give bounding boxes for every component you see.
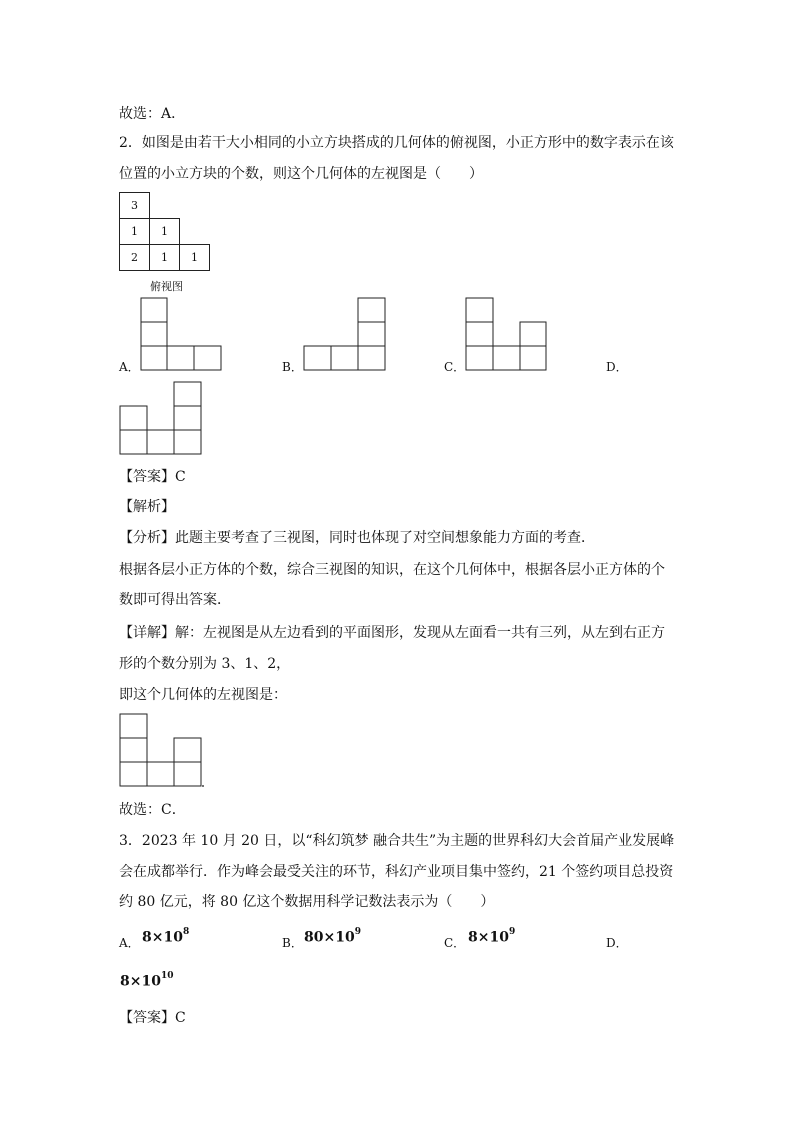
top-view-cell: 1 [150,245,180,271]
detail-line-3: 即这个几何体的左视图是： [119,687,287,703]
q3-option-c-expr [468,929,515,946]
answer-line-q2: 【答案】C [119,469,186,485]
q3-option-d-label: D． [606,936,628,950]
top-view-cell: 1 [120,219,150,245]
option-d-label: D． [606,360,628,374]
detail-line-2: 形的个数分别为 3、1、2， [119,656,291,672]
q3-option-b-exponent: 9 [354,927,361,937]
analysis-line-2: 根据各层小正方体的个数，综合三视图的知识，在这个几何体中，根据各层小正方体的个 [119,562,665,578]
question-2-line-2: 位置的小立方块的个数，则这个几何体的左视图是（ ） [119,166,483,182]
question-3-line-3: 约 80 亿元，将 80 亿这个数据用科学记数法表示为（ ） [119,894,495,910]
left-view-figure [120,714,204,788]
q3-option-b-expr [304,929,361,946]
choose-c-line: 故选：C． [119,802,186,818]
top-view-cell: 2 [120,245,150,271]
q3-option-d-base: 8×10 [120,973,161,990]
option-a-figure [141,298,223,372]
option-c-label: C． [444,360,466,374]
option-c-figure [466,298,548,372]
analysis-line-3: 数即可得出答案． [119,592,231,608]
question-2-line-1: 2．如图是由若干大小相同的小立方块搭成的几何体的俯视图，小正方形中的数字表示在该 [119,135,674,151]
analysis-heading: 【解析】 [119,499,175,515]
previous-answer-line: 故选：A． [119,106,186,122]
q3-option-b-base: 80×10 [304,929,355,946]
option-a-label: A． [119,360,140,374]
q3-option-c-base: 8×10 [468,929,509,946]
top-view-cell-empty [180,193,210,219]
q3-option-a-label: A． [119,936,140,950]
q3-option-a-expr [142,929,189,946]
analysis-line-1: 【分析】此题主要考查了三视图，同时也体现了对空间想象能力方面的考查． [119,530,595,546]
q3-option-c-exponent: 9 [508,927,516,937]
top-view-cell: 1 [180,245,210,271]
detail-line-1: 【详解】解：左视图是从左边看到的平面图形，发现从左面看一共有三列，从左到右正方 [119,625,665,641]
question-3-line-1: 3．2023 年 10 月 20 日，以“科幻筑梦 融合共生”为主题的世界科幻大会首届产业发展峰 [119,833,675,849]
q3-option-c-label: C． [444,936,466,950]
answer-line-q3: 【答案】C [119,1010,186,1026]
q3-option-a-base: 8×10 [142,929,183,946]
q3-option-a-exponent: 8 [182,927,190,937]
top-view-cell-empty [150,193,180,219]
q3-option-d-exponent: 10 [160,971,174,981]
question-3-line-2: 会在成都举行．作为峰会最受关注的环节，科幻产业项目集中签约，21 个签约项目总投资 [119,864,674,880]
q3-option-d-expr [120,973,174,990]
option-d-figure [120,382,202,456]
top-view-cell: 3 [120,193,150,219]
top-view-grid [119,192,210,271]
top-view-cell-empty [180,219,210,245]
q3-option-b-label: B． [282,936,303,950]
top-view-cell: 1 [150,219,180,245]
option-b-label: B． [282,360,303,374]
top-view-caption: 俯视图 [150,280,183,293]
option-b-figure [304,298,386,372]
